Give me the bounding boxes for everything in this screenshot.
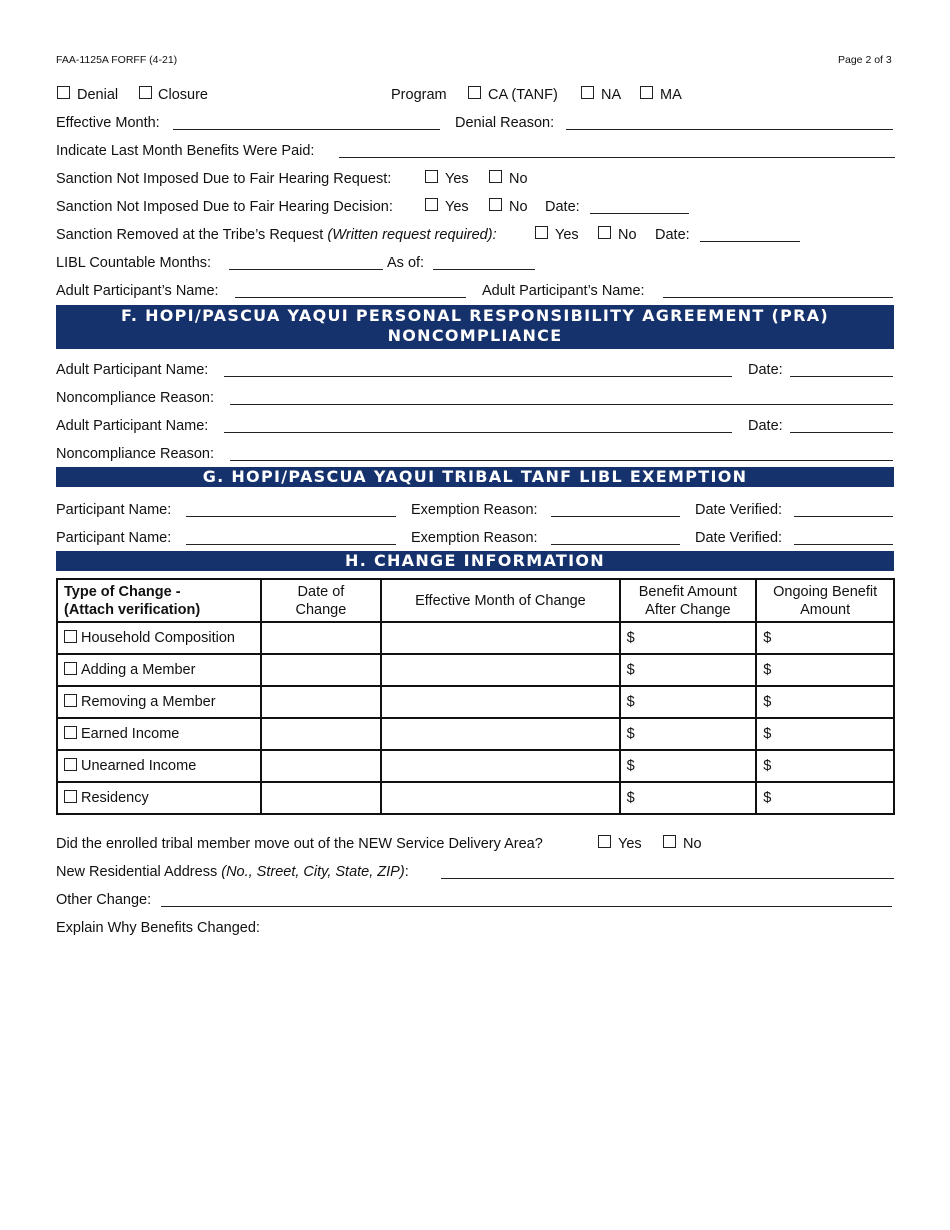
other-change-label: Other Change: — [56, 892, 152, 908]
new-address-note: (No., Street, City, State, ZIP) — [221, 864, 405, 880]
sanction-removed-yes-label: Yes — [555, 227, 579, 243]
section-f-subtitle: NONCOMPLIANCE — [387, 326, 563, 345]
pra-reason-1-label: Noncompliance Reason: — [56, 390, 214, 406]
denial-checkbox[interactable] — [57, 86, 70, 99]
denial-label: Denial — [77, 87, 119, 103]
closure-label: Closure — [158, 87, 208, 103]
row-ongoing-cell[interactable]: $ — [756, 750, 894, 782]
libl-months-label: LIBL Countable Months: — [56, 255, 212, 271]
explain-label: Explain Why Benefits Changed: — [56, 920, 260, 936]
sanction-decision-no-checkbox[interactable] — [489, 198, 502, 211]
row-checkbox[interactable] — [64, 630, 77, 643]
sanction-request-yes-checkbox[interactable] — [425, 170, 438, 183]
exemption-verified-2-label: Date Verified: — [695, 530, 783, 546]
exemption-verified-1-field[interactable] — [794, 516, 893, 517]
program-ma-checkbox[interactable] — [640, 86, 653, 99]
move-no-label: No — [683, 836, 702, 852]
row-date-cell[interactable] — [261, 750, 382, 782]
denial-reason-field[interactable] — [566, 129, 893, 130]
last-month-field[interactable] — [339, 157, 895, 158]
col-effective-month: Effective Month of Change — [381, 579, 619, 622]
exemption-verified-2-field[interactable] — [794, 544, 893, 545]
program-na-label: NA — [601, 87, 622, 103]
row-ongoing-cell[interactable]: $ — [756, 718, 894, 750]
pra-date-1-field[interactable] — [790, 376, 893, 377]
sanction-decision-no-label: No — [509, 199, 528, 215]
pra-adult-name-2-field[interactable] — [224, 432, 732, 433]
table-row — [57, 750, 894, 782]
adult-name-1-label: Adult Participant’s Name: — [56, 283, 219, 299]
other-change-field[interactable] — [161, 906, 892, 907]
row-date-cell[interactable] — [261, 782, 382, 814]
row-checkbox[interactable] — [64, 726, 77, 739]
row-ongoing-cell[interactable]: $ — [756, 622, 894, 654]
sanction-removed-note: (Written request required): — [327, 227, 497, 243]
new-address-field[interactable] — [441, 878, 894, 879]
row-type-cell[interactable]: Earned Income — [57, 718, 261, 750]
pra-reason-1-field[interactable] — [230, 404, 893, 405]
closure-checkbox[interactable] — [139, 86, 152, 99]
row-type-cell[interactable]: Adding a Member — [57, 654, 261, 686]
table-row — [57, 686, 894, 718]
pra-date-1-label: Date: — [748, 362, 783, 378]
row-type-cell[interactable]: Household Composition — [57, 622, 261, 654]
row-checkbox[interactable] — [64, 694, 77, 707]
table-row — [57, 622, 894, 654]
exemption-reason-2-label: Exemption Reason: — [411, 530, 538, 546]
sanction-decision-yes-checkbox[interactable] — [425, 198, 438, 211]
exemption-participant-2-label: Participant Name: — [56, 530, 172, 546]
row-date-cell[interactable] — [261, 686, 382, 718]
col-benefit-after-change: Benefit Amount After Change — [620, 579, 757, 622]
sanction-request-label: Sanction Not Imposed Due to Fair Hearing Request: — [56, 171, 392, 187]
col-type-of-change: Type of Change - (Attach verification) — [57, 579, 261, 622]
program-label: Program — [391, 87, 447, 103]
row-type-cell[interactable]: Unearned Income — [57, 750, 261, 782]
row-benefit-cell[interactable]: $ — [620, 718, 757, 750]
sanction-removed-label: Sanction Removed at the Tribe’s Request (Written request required): — [56, 227, 497, 243]
row-type-cell[interactable]: Residency — [57, 782, 261, 814]
effective-month-field[interactable] — [173, 129, 440, 130]
exemption-verified-1-label: Date Verified: — [695, 502, 783, 518]
row-benefit-cell[interactable]: $ — [620, 686, 757, 718]
change-table — [56, 578, 895, 815]
as-of-field[interactable] — [433, 269, 535, 270]
move-no-checkbox[interactable] — [663, 835, 676, 848]
sanction-request-yes-label: Yes — [445, 171, 469, 187]
sanction-request-no-label: No — [509, 171, 528, 187]
pra-adult-name-1-label: Adult Participant Name: — [56, 362, 209, 378]
row-ongoing-cell[interactable]: $ — [756, 654, 894, 686]
table-row — [57, 782, 894, 814]
libl-months-field[interactable] — [229, 269, 383, 270]
section-h-banner: H. CHANGE INFORMATION — [56, 551, 894, 571]
row-effective-cell[interactable] — [381, 718, 619, 750]
exemption-participant-1-field[interactable] — [186, 516, 396, 517]
program-ma-label: MA — [660, 87, 682, 103]
program-ca-tanf-label: CA (TANF) — [488, 87, 558, 103]
row-benefit-cell[interactable]: $ — [620, 750, 757, 782]
row-effective-cell[interactable] — [381, 622, 619, 654]
sanction-decision-yes-label: Yes — [445, 199, 469, 215]
pra-adult-name-1-field[interactable] — [224, 376, 732, 377]
row-date-cell[interactable] — [261, 654, 382, 686]
move-question: Did the enrolled tribal member move out of the NEW Service Delivery Area? — [56, 836, 543, 852]
col-ongoing-benefit: Ongoing Benefit Amount — [756, 579, 894, 622]
move-yes-checkbox[interactable] — [598, 835, 611, 848]
sanction-decision-label: Sanction Not Imposed Due to Fair Hearing Decision: — [56, 199, 393, 215]
row-date-cell[interactable] — [261, 718, 382, 750]
section-g-banner: G. HOPI/PASCUA YAQUI TRIBAL TANF LIBL EXEMPTION — [56, 467, 894, 487]
sanction-removed-yes-checkbox[interactable] — [535, 226, 548, 239]
explain-field[interactable] — [56, 940, 894, 1180]
pra-date-2-field[interactable] — [790, 432, 893, 433]
exemption-participant-1-label: Participant Name: — [56, 502, 172, 518]
effective-month-label: Effective Month: — [56, 115, 160, 131]
sanction-removed-no-checkbox[interactable] — [598, 226, 611, 239]
table-row — [57, 718, 894, 750]
sanction-removed-no-label: No — [618, 227, 637, 243]
pra-adult-name-2-label: Adult Participant Name: — [56, 418, 209, 434]
row-ongoing-cell[interactable]: $ — [756, 782, 894, 814]
exemption-reason-1-label: Exemption Reason: — [411, 502, 538, 518]
row-effective-cell[interactable] — [381, 750, 619, 782]
adult-name-1-field[interactable] — [235, 297, 466, 298]
program-na-checkbox[interactable] — [581, 86, 594, 99]
row-ongoing-cell[interactable]: $ — [756, 686, 894, 718]
sanction-removed-date-field[interactable] — [700, 241, 800, 242]
sanction-decision-date-field[interactable] — [590, 213, 689, 214]
exemption-reason-2-field[interactable] — [551, 544, 680, 545]
program-ca-tanf-checkbox[interactable] — [468, 86, 481, 99]
row-benefit-cell[interactable]: $ — [620, 622, 757, 654]
col-date-of-change: Date of Change — [261, 579, 382, 622]
sanction-request-no-checkbox[interactable] — [489, 170, 502, 183]
row-benefit-cell[interactable]: $ — [620, 782, 757, 814]
exemption-participant-2-field[interactable] — [186, 544, 396, 545]
row-benefit-cell[interactable]: $ — [620, 654, 757, 686]
form-id: FAA-1125A FORFF (4-21) — [56, 54, 178, 66]
row-effective-cell[interactable] — [381, 686, 619, 718]
exemption-reason-1-field[interactable] — [551, 516, 680, 517]
row-checkbox[interactable] — [64, 758, 77, 771]
row-date-cell[interactable] — [261, 622, 382, 654]
row-type-cell[interactable]: Removing a Member — [57, 686, 261, 718]
pra-date-2-label: Date: — [748, 418, 783, 434]
adult-name-2-field[interactable] — [663, 297, 893, 298]
row-effective-cell[interactable] — [381, 654, 619, 686]
table-row — [57, 654, 894, 686]
row-checkbox[interactable] — [64, 790, 77, 803]
sanction-removed-date-label: Date: — [655, 227, 690, 243]
row-checkbox[interactable] — [64, 662, 77, 675]
row-effective-cell[interactable] — [381, 782, 619, 814]
section-f-banner — [56, 305, 894, 349]
adult-name-2-label: Adult Participant’s Name: — [482, 283, 645, 299]
pra-reason-2-label: Noncompliance Reason: — [56, 446, 214, 462]
page-number: Page 2 of 3 — [838, 54, 892, 66]
section-f-title: F. HOPI/PASCUA YAQUI PERSONAL RESPONSIBILITY AGREEMENT (PRA) — [120, 306, 830, 325]
move-yes-label: Yes — [618, 836, 642, 852]
change-table-header — [57, 579, 894, 622]
new-address-label: New Residential Address (No., Street, City, State, ZIP): — [56, 864, 409, 880]
denial-reason-label: Denial Reason: — [455, 115, 555, 131]
sanction-decision-date-label: Date: — [545, 199, 580, 215]
pra-reason-2-field[interactable] — [230, 460, 893, 461]
last-month-label: Indicate Last Month Benefits Were Paid: — [56, 143, 315, 159]
as-of-label: As of: — [387, 255, 425, 271]
